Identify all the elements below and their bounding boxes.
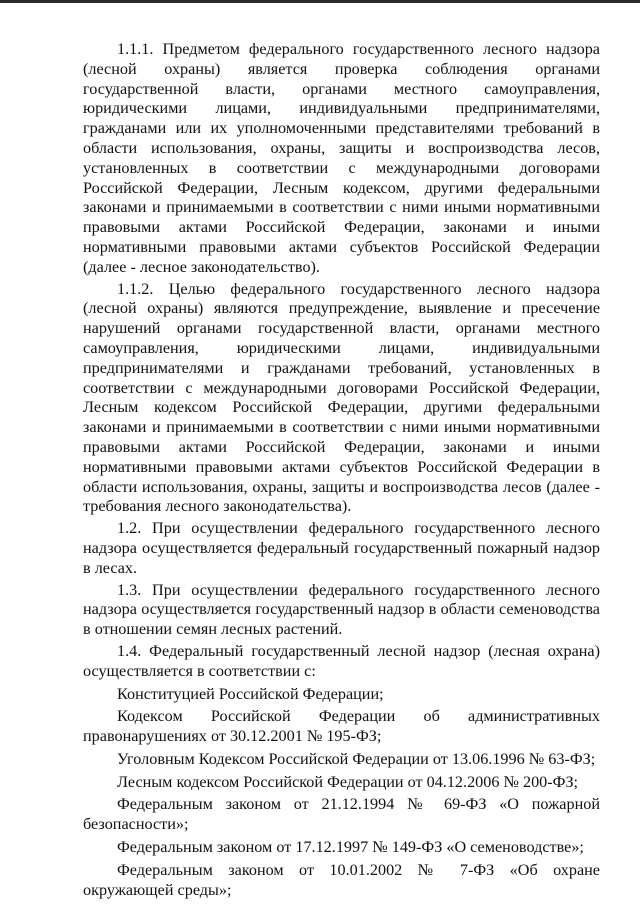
paragraph-1-2: 1.2. При осуществлении федерального государственного лесного надзора осуществляется федеральный государственный пожарный надзор в лесах. — [83, 519, 600, 577]
paragraph-1-1-1: 1.1.1. Предметом федерального государственного лесного надзора (лесной охраны) является проверка соблюдения органами государственной власти, органами местного самоуправления, юридическими лицами, индивидуальными предпринимателями, гражданами или их уполномоченными представителями требований в области использования, охраны, защиты и воспроизводства лесов, установленных в соответствии с международными договорами Российской Федерации, Лесным кодексом, другими федеральными законами и принимаемыми в соответствии с ними иными нормативными правовыми актами Российской Федерации, законами и иными нормативными правовыми актами субъектов Российской Федерации (далее - лесное законодательство). — [83, 40, 600, 276]
legal-basis-item-constitution: Конституцией Российской Федерации; — [117, 684, 384, 703]
legal-basis-item-forest-code: Лесным кодексом Российской Федерации от 04.12.2006 № 200-ФЗ; — [117, 772, 579, 791]
scan-top-edge — [0, 0, 640, 3]
paragraph-1-1-2: 1.1.2. Целью федерального государственного лесного надзора (лесной охраны) являются предупреждение, выявление и пресечение нарушений органами государственной власти, органами местного самоуправления, юридическими лицами, индивидуальными предпринимателями и гражданами требований, установленных в соответствии с международными договорами Российской Федерации, Лесным кодексом Российской Федерации, другими федеральными законами и принимаемыми в соответствии с ними иными нормативными правовыми актами Российской Федерации, законами и иными нормативными правовыми актами субъектов Российской Федерации в области использования, охраны, защиты и воспроизводства лесов (далее - требования лесного законодательства). — [83, 279, 600, 516]
legal-basis-item-koap: Кодексом Российской Федерации об административных правонарушениях от 30.12.2001 № 195-ФЗ; — [83, 707, 600, 746]
document-page — [83, 40, 600, 900]
legal-basis-list — [83, 685, 600, 901]
paragraph-1-4: 1.4. Федеральный государственный лесной надзор (лесная охрана) осуществляется в соответствии с: — [83, 641, 600, 680]
legal-basis-item-seed-law: Федеральным законом от 17.12.1997 № 149-ФЗ «О семеноводстве»; — [117, 838, 584, 857]
paragraph-1-3: 1.3. При осуществлении федерального государственного лесного надзора осуществляется государственный надзор в области семеноводства в отношении семян лесных растений. — [83, 580, 600, 639]
legal-basis-item-fire-safety-law: Федеральным законом от 21.12.1994 № 69-ФЗ «О пожарной безопасности»; — [83, 795, 600, 834]
legal-basis-item-environment-law: Федеральным законом от 10.01.2002 № 7-ФЗ «Об охране окружающей среды»; — [83, 860, 600, 899]
legal-basis-item-criminal-code: Уголовным Кодексом Российской Федерации от 13.06.1996 № 63-ФЗ; — [117, 749, 596, 768]
